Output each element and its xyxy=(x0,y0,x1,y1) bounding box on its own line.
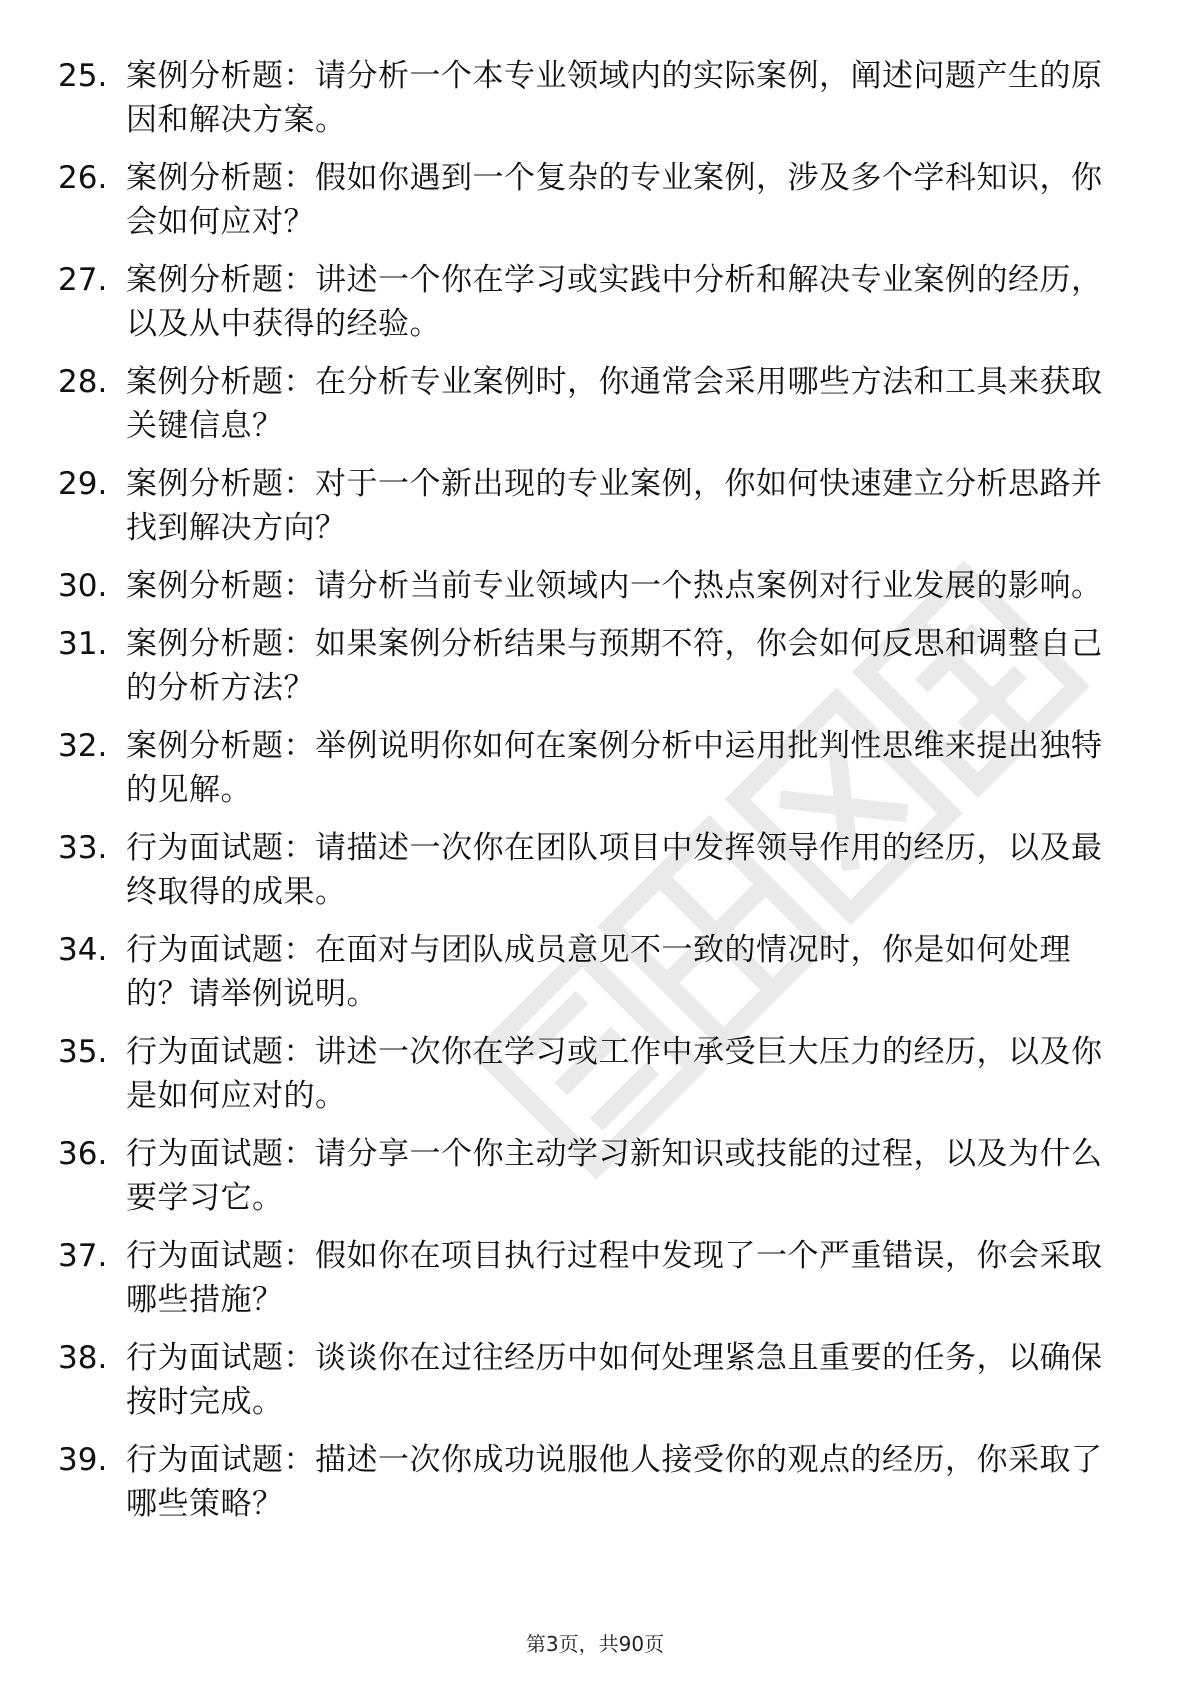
question-number: 27. xyxy=(58,262,108,298)
question-text: 案例分析题：讲述一个你在学习或实践中分析和解决专业案例的经历，以及从中获得的经验。 xyxy=(126,262,1103,342)
list-item xyxy=(58,564,1118,608)
question-number: 31. xyxy=(58,626,108,662)
list-item xyxy=(58,826,1118,914)
page-footer xyxy=(0,1630,1190,1658)
question-number: 38. xyxy=(58,1340,108,1376)
list-item xyxy=(58,1132,1118,1220)
question-number: 39. xyxy=(58,1442,108,1478)
question-text: 行为面试题：请描述一次你在团队项目中发挥领导作用的经历，以及最终取得的成果。 xyxy=(126,830,1103,910)
list-item xyxy=(58,1234,1118,1322)
list-item xyxy=(58,54,1118,142)
question-number: 30. xyxy=(58,568,108,604)
question-text: 行为面试题：请分享一个你主动学习新知识或技能的过程，以及为什么要学习它。 xyxy=(126,1136,1103,1216)
question-text: 案例分析题：在分析专业案例时，你通常会采用哪些方法和工具来获取关键信息？ xyxy=(126,364,1103,444)
question-number: 35. xyxy=(58,1034,108,1070)
question-text: 行为面试题：谈谈你在过往经历中如何处理紧急且重要的任务，以确保按时完成。 xyxy=(126,1340,1103,1420)
page-number-label: 第3页，共90页 xyxy=(525,1632,665,1656)
question-text: 行为面试题：讲述一次你在学习或工作中承受巨大压力的经历，以及你是如何应对的。 xyxy=(126,1034,1103,1114)
question-text: 案例分析题：假如你遇到一个复杂的专业案例，涉及多个学科知识，你会如何应对？ xyxy=(126,160,1103,240)
list-item xyxy=(58,622,1118,710)
question-text: 案例分析题：对于一个新出现的专业案例，你如何快速建立分析思路并找到解决方向？ xyxy=(126,466,1103,546)
question-text: 行为面试题：描述一次你成功说服他人接受你的观点的经历，你采取了哪些策略？ xyxy=(126,1442,1103,1522)
question-number: 29. xyxy=(58,466,108,502)
list-item xyxy=(58,928,1118,1016)
question-number: 36. xyxy=(58,1136,108,1172)
list-item xyxy=(58,1030,1118,1118)
question-text: 行为面试题：在面对与团队成员意见不一致的情况时，你是如何处理的？请举例说明。 xyxy=(126,932,1071,1012)
list-item xyxy=(58,1438,1118,1526)
question-number: 34. xyxy=(58,932,108,968)
question-number: 33. xyxy=(58,830,108,866)
list-item xyxy=(58,1336,1118,1424)
list-item xyxy=(58,462,1118,550)
question-text: 案例分析题：请分析一个本专业领域内的实际案例，阐述问题产生的原因和解决方案。 xyxy=(126,58,1103,138)
question-text: 案例分析题：如果案例分析结果与预期不符，你会如何反思和调整自己的分析方法？ xyxy=(126,626,1103,706)
question-text: 案例分析题：请分析当前专业领域内一个热点案例对行业发展的影响。 xyxy=(126,568,1103,604)
question-number: 28. xyxy=(58,364,108,400)
question-number: 26. xyxy=(58,160,108,196)
question-text: 案例分析题：举例说明你如何在案例分析中运用批判性思维来提出独特的见解。 xyxy=(126,728,1103,808)
question-text: 行为面试题：假如你在项目执行过程中发现了一个严重错误，你会采取哪些措施？ xyxy=(126,1238,1103,1318)
question-number: 37. xyxy=(58,1238,108,1274)
question-list xyxy=(58,54,1118,1540)
list-item xyxy=(58,724,1118,812)
list-item xyxy=(58,156,1118,244)
question-number: 25. xyxy=(58,58,108,94)
list-item xyxy=(58,360,1118,448)
question-number: 32. xyxy=(58,728,108,764)
list-item xyxy=(58,258,1118,346)
